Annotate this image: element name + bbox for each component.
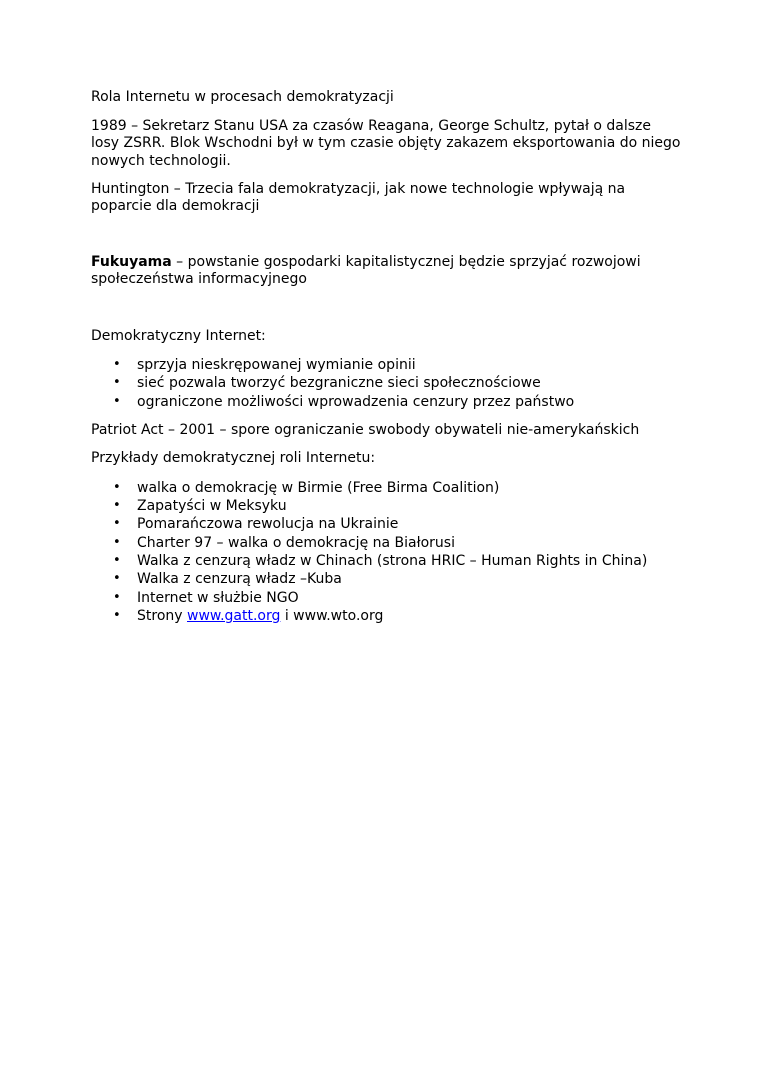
list-item-text: Internet w służbie NGO — [137, 589, 299, 606]
bullet-icon: • — [113, 393, 121, 409]
paragraph-1989: 1989 – Sekretarz Stanu USA za czasów Reagana, George Schultz, pytał o dalsze losy ZSRR. Blok Wschodni był w tym czasie objęty zakazem eksportowania do niego nowych technologii. — [91, 118, 681, 169]
list-item — [91, 374, 681, 392]
bullet-icon: • — [113, 375, 121, 391]
bullet-icon: • — [113, 357, 121, 373]
examples-list — [91, 479, 681, 625]
bullet-icon: • — [113, 498, 121, 514]
list-item — [91, 552, 681, 570]
list-item — [91, 607, 681, 625]
fukuyama-text: – powstanie gospodarki kapitalistycznej będzie sprzyjać rozwojowi społeczeństwa informacyjnego — [91, 253, 641, 288]
bullet-icon: • — [113, 589, 121, 605]
list-item — [91, 515, 681, 533]
bullet-icon: • — [113, 607, 121, 623]
paragraph-examples: Przykłady demokratycznej roli Internetu: — [91, 450, 376, 467]
list-item — [91, 356, 681, 374]
fukuyama-bold: Fukuyama — [91, 253, 172, 270]
list-item-text: Walka z cenzurą władz w Chinach (strona HRIC – Human Rights in China) — [137, 552, 648, 569]
list-item-text: sprzyja nieskrępowanej wymianie opinii — [137, 357, 416, 374]
list-item-text: Pomarańczowa rewolucja na Ukrainie — [137, 516, 399, 533]
list-item-text: sieć pozwala tworzyć bezgraniczne sieci społecznościowe — [137, 375, 541, 392]
bullet-icon: • — [113, 516, 121, 532]
list-item — [91, 570, 681, 588]
strony-suffix: i www.wto.org — [280, 607, 384, 624]
gatt-link[interactable]: www.gatt.org — [187, 607, 281, 624]
list-item — [91, 497, 681, 515]
document-title: Rola Internetu w procesach demokratyzacji — [91, 89, 394, 105]
democratic-internet-list — [91, 356, 681, 411]
list-item — [91, 534, 681, 552]
bullet-icon: • — [113, 479, 121, 495]
paragraph-democratic-internet: Demokratyczny Internet: — [91, 327, 266, 344]
bullet-icon: • — [113, 534, 121, 550]
list-item-text: Walka z cenzurą władz –Kuba — [137, 571, 342, 588]
list-item — [91, 393, 681, 411]
bullet-icon: • — [113, 552, 121, 568]
bullet-icon: • — [113, 571, 121, 587]
list-item — [91, 479, 681, 497]
list-item-text: Zapatyści w Meksyku — [137, 498, 287, 515]
document-page — [91, 89, 681, 625]
list-item-text: walka o demokrację w Birmie (Free Birma Coalition) — [137, 479, 500, 496]
list-item — [91, 589, 681, 607]
list-item-text: Charter 97 – walka o demokrację na Białorusi — [137, 534, 455, 551]
paragraph-huntington: Huntington – Trzecia fala demokratyzacji, jak nowe technologie wpływają na poparcie dla demokracji — [91, 181, 626, 215]
strony-prefix: Strony — [137, 607, 187, 624]
list-item-text: ograniczone możliwości wprowadzenia cenzury przez państwo — [137, 393, 575, 410]
paragraph-patriot-act: Patriot Act – 2001 – spore ograniczanie swobody obywateli nie-amerykańskich — [91, 421, 640, 438]
paragraph-fukuyama — [91, 254, 681, 289]
